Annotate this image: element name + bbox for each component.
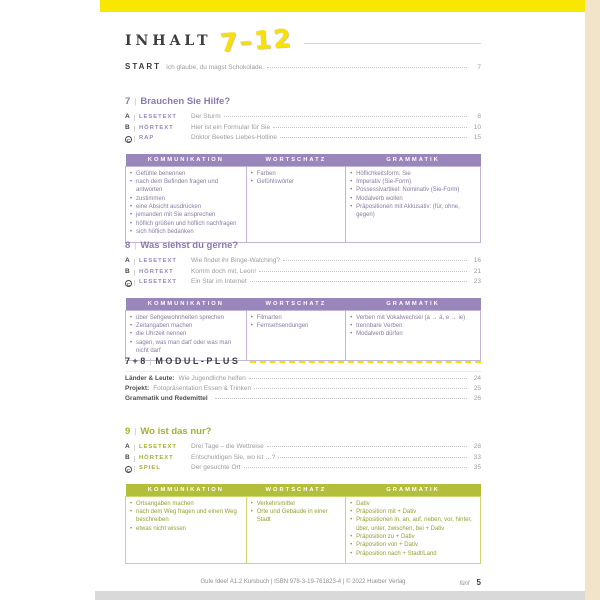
table-bullet-item: • Gefühlswörter: [251, 178, 341, 186]
grammatik-cell: [346, 496, 481, 564]
table-bullet-item: • Possessivartikel: Nominativ (Sie-Form): [350, 186, 476, 194]
row-letter-circled: C: [126, 281, 131, 287]
overview-table-7: [125, 154, 481, 243]
row-type: RAP: [139, 135, 155, 141]
divider: [134, 280, 135, 286]
table-header-wortschatz: WORTSCHATZ: [246, 154, 345, 167]
table-bullet-item: • Präposition mit + Dativ: [350, 508, 476, 516]
section-title: Wo ist das nur?: [140, 426, 212, 437]
page-number: 24: [473, 375, 481, 382]
section-8-heading: [125, 240, 481, 251]
row-letter: B: [125, 123, 130, 131]
table-bullet-item: • Präposition zu + Dativ: [350, 533, 476, 541]
section-title: Brauchen Sie Hilfe?: [140, 96, 231, 107]
section-title: Was siehst du gerne?: [140, 240, 239, 251]
modul-rows: [125, 371, 481, 405]
start-row: [125, 62, 481, 71]
grammatik-cell: [346, 166, 481, 242]
dotted-leader: [278, 457, 467, 458]
page-footer: [125, 579, 481, 591]
table-bullet-item: • Verkehrsmittel: [251, 500, 341, 508]
page-title: INHALT: [125, 32, 212, 49]
table-bullet-item: • die Uhrzeit nennen: [130, 330, 242, 338]
table-bullet-item: • Präposition von + Dativ: [350, 541, 476, 549]
row-title: Hier ist ein Formular für Sie: [191, 123, 271, 131]
modul-plus-section: [125, 356, 481, 405]
dotted-leader: [273, 127, 467, 128]
table-bullet-item: • etwas nicht wissen: [130, 525, 242, 533]
row-type: LESETEXT: [139, 114, 177, 120]
kommunikation-cell: [126, 496, 247, 564]
row-type: LESETEXT: [139, 279, 177, 285]
page-number: 10: [473, 123, 481, 131]
table-bullet-item: • Filmarten: [251, 314, 341, 322]
table-header-kommunikation: KOMMUNIKATION: [126, 154, 247, 167]
dotted-leader: [249, 378, 467, 379]
table-bullet-item: • zustimmen: [130, 195, 242, 203]
row-title: Doktor Beetles Liebes-Hotline: [191, 134, 277, 141]
page-number: 35: [473, 464, 481, 471]
row-letter-circled: C: [126, 137, 131, 143]
table-bullet-item: • Präpositionen in, an, auf, neben, vor, hinter, über, unter, zwischen, bei + Dativ: [350, 516, 476, 533]
table-bullet-item: • Farben: [251, 170, 341, 178]
kommunikation-cell: [126, 166, 247, 242]
page-number: 16: [473, 257, 481, 264]
row-title: Der gesuchte Ort: [191, 464, 241, 471]
table-bullet-item: • Ortsangaben machen: [130, 500, 242, 508]
table-bullet-item: • Modalverb dürfen: [350, 330, 476, 338]
row-type: HÖRTEXT: [139, 124, 174, 131]
page-number: 7: [477, 64, 481, 71]
section-number: 8: [125, 240, 131, 251]
section-number: 7: [125, 96, 131, 107]
page-edge-right: [585, 0, 600, 600]
dotted-leader: [267, 446, 467, 447]
toc-row: [125, 395, 481, 405]
row-label: Projekt:: [125, 385, 150, 392]
bottom-page-edge: [95, 591, 585, 600]
row-letter: B: [125, 267, 130, 275]
divider: [134, 466, 135, 472]
section-9-heading: [125, 426, 481, 437]
row-title: Fotopräsentation Essen & Trinken: [153, 385, 252, 392]
table-bullet-item: • nach dem Weg fragen und einen Weg beschreiben: [130, 508, 242, 525]
modul-number: 7 + 8: [125, 356, 146, 366]
overview-table-8: [125, 298, 481, 362]
overview-table-9: [125, 484, 481, 565]
page-number: 8: [477, 113, 481, 120]
toc-row: [125, 124, 481, 135]
table-bullet-item: • Dativ: [350, 500, 476, 508]
dotted-leader: [280, 137, 467, 138]
row-type: LESETEXT: [139, 258, 177, 264]
toc-row: [125, 257, 481, 268]
table-bullet-item: • trennbare Verben: [350, 322, 476, 330]
kommunikation-cell: [126, 310, 247, 361]
table-header-grammatik: GRAMMATIK: [346, 484, 481, 497]
page-number-word: fünf: [459, 581, 470, 587]
dotted-leader: [259, 271, 467, 272]
row-title: Wie Jugendliche helfen: [178, 375, 246, 382]
row-letter: A: [125, 113, 130, 120]
dotted-leader: [250, 281, 467, 282]
page-number: 23: [473, 278, 481, 285]
divider: [134, 259, 135, 265]
row-type: SPIEL: [139, 465, 161, 471]
section-number: 9: [125, 426, 131, 437]
row-letter-circled: C: [126, 467, 131, 473]
top-accent-bar: [100, 0, 585, 12]
page-number: 25: [473, 385, 481, 392]
row-label: Länder & Leute:: [125, 375, 175, 382]
row-letter: A: [125, 443, 130, 450]
table-bullet-item: • Zeitangaben machen: [130, 322, 242, 330]
modul-title: MODUL-PLUS: [155, 356, 241, 366]
page-header: [125, 23, 481, 58]
table-header-kommunikation: KOMMUNIKATION: [126, 298, 247, 311]
page-number: 33: [473, 453, 481, 461]
toc-row: [125, 375, 481, 385]
table-header-grammatik: GRAMMATIK: [346, 154, 481, 167]
row-type: HÖRTEXT: [139, 454, 174, 461]
divider: |: [134, 427, 137, 436]
row-title: Entschuldigen Sie, wo ist …?: [191, 453, 276, 461]
toc-row: [125, 134, 481, 145]
dotted-leader: [267, 67, 467, 68]
grammatik-cell: [346, 310, 481, 361]
toc-row: [125, 443, 481, 454]
page-number-digit: 5: [476, 578, 481, 587]
row-title: Ein Star im Internet: [191, 278, 247, 285]
wortschatz-cell: [246, 166, 345, 242]
table-bullet-item: • sich höflich bedanken: [130, 228, 242, 236]
start-label: START: [125, 62, 162, 71]
row-title: Komm doch mit, Leon!: [191, 267, 257, 275]
section-9: [125, 426, 481, 564]
toc-row: [125, 464, 481, 475]
divider: [134, 445, 135, 451]
page-number-block: [460, 578, 481, 587]
imprint-line: Gute Idee! A1.2 Kursbuch | ISBN 978-3-19-761823-4 | © 2022 Hueber Verlag: [200, 579, 406, 585]
divider: [134, 115, 135, 121]
yellow-dashed-rule: [250, 361, 481, 363]
table-bullet-item: • Fernsehsendungen: [251, 322, 341, 330]
chapter-range: 7–12: [218, 23, 294, 58]
table-bullet-item: • Höflichkeitsform: Sie: [350, 170, 476, 178]
divider: [134, 456, 135, 462]
toc-row: [125, 278, 481, 289]
toc-row: [125, 113, 481, 124]
row-letter: A: [125, 257, 130, 264]
divider: [134, 136, 135, 142]
dotted-leader: [224, 116, 467, 117]
dotted-leader: [283, 260, 467, 261]
table-bullet-item: • Orte und Gebäude in einer Stadt: [251, 508, 341, 525]
table-bullet-item: • über Sehgewohnheiten sprechen: [130, 314, 242, 322]
page-number: 26: [473, 395, 481, 402]
row-title: Der Sturm: [191, 113, 221, 120]
page-number: 15: [473, 134, 481, 141]
toc-row: [125, 454, 481, 465]
divider: |: [134, 241, 137, 250]
header-rule: [304, 42, 481, 44]
contents-page: [125, 12, 481, 588]
wortschatz-cell: [246, 496, 345, 564]
table-bullet-item: • Präpositionen mit Akkusativ: (für, ohne, gegen): [350, 203, 476, 220]
table-bullet-item: • Imperativ (Sie-Form): [350, 178, 476, 186]
row-type: LESETEXT: [139, 444, 177, 450]
dotted-leader: [215, 398, 467, 399]
table-bullet-item: • Gefühle benennen: [130, 170, 242, 178]
page-number: 28: [473, 443, 481, 450]
section-7-heading: [125, 96, 481, 107]
table-bullet-item: • höflich grüßen und höflich nachfragen: [130, 220, 242, 228]
row-label: Grammatik und Redemittel: [125, 395, 208, 402]
divider: [134, 270, 135, 276]
toc-row: [125, 385, 481, 395]
wortschatz-cell: [246, 310, 345, 361]
table-bullet-item: • jemanden mit Sie ansprechen: [130, 211, 242, 219]
table-bullet-item: • nach dem Befinden fragen und antworten: [130, 178, 242, 195]
section-7: [125, 96, 481, 243]
divider: |: [134, 97, 137, 106]
section-8: [125, 240, 481, 361]
page-number: 21: [473, 267, 481, 275]
divider: |: [149, 356, 152, 366]
row-title: Wie findet ihr Binge-Watching?: [191, 257, 280, 264]
table-bullet-item: • eine Absicht ausdrücken: [130, 203, 242, 211]
table-header-wortschatz: WORTSCHATZ: [246, 484, 345, 497]
table-bullet-item: • sagen, was man darf oder was man nicht darf: [130, 339, 242, 356]
row-letter: B: [125, 453, 130, 461]
divider: [134, 126, 135, 132]
start-title: Ich glaube, du magst Schokolade.: [166, 64, 265, 71]
toc-row: [125, 268, 481, 279]
dotted-leader: [244, 467, 468, 468]
table-bullet-item: • Modalverb wollen: [350, 195, 476, 203]
row-type: HÖRTEXT: [139, 268, 174, 275]
table-bullet-item: • Verben mit Vokalwechsel (a → ä, e → ie): [350, 314, 476, 322]
modul-plus-heading: [125, 356, 481, 366]
row-title: Drei Tage – die Wettreise: [191, 443, 264, 450]
table-header-kommunikation: KOMMUNIKATION: [126, 484, 247, 497]
table-bullet-item: • Präposition nach + Stadt/Land: [350, 550, 476, 558]
table-header-wortschatz: WORTSCHATZ: [246, 298, 345, 311]
dotted-leader: [254, 388, 467, 389]
table-header-grammatik: GRAMMATIK: [346, 298, 481, 311]
